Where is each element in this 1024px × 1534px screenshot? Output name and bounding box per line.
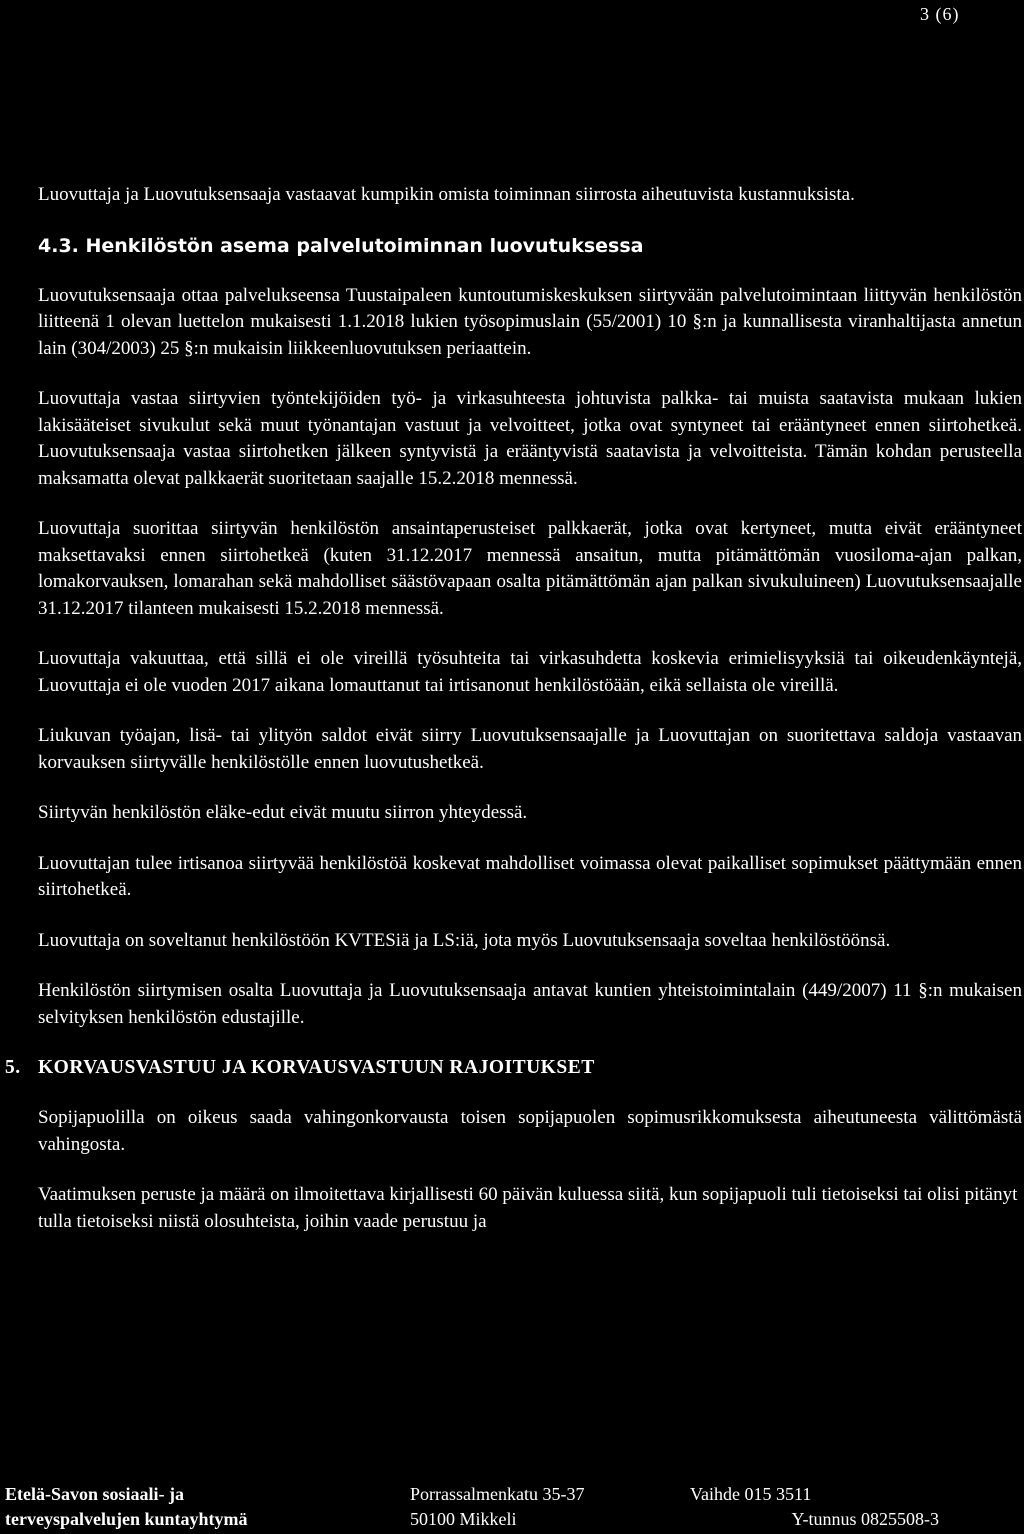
- section-4-3-paragraph: Siirtyvän henkilöstön eläke-edut eivät muutu siirron yhteydessä.: [38, 802, 528, 823]
- section-5-paragraph: Sopijapuolilla on oikeus saada vahingonkorvausta toisen sopijapuolen sopimusrikkomuksesta aiheutuneesta välittömästä vahingosta.: [38, 1107, 1022, 1155]
- footer-organization: [5, 1482, 248, 1532]
- section-4-3-paragraph: Luovuttajan tulee irtisanoa siirtyvää henkilöstöä koskevat mahdolliset voimassa olevat paikalliset sopimukset päättymään ennen siirtohetkeä.: [38, 852, 1022, 900]
- intro-paragraph: Luovuttaja ja Luovutuksensaaja vastaavat kumpikin omista toiminnan siirrosta aiheutuvista kustannuksista.: [38, 184, 855, 205]
- section-5-paragraph: Vaatimuksen peruste ja määrä on ilmoitettava kirjallisesti 60 päivän kuluessa siitä, kun sopijapuoli tuli tietoiseksi tai olisi pitänyt tulla tietoiseksi niistä olosuhteista, joihin vaade perustuu ja: [38, 1184, 1018, 1232]
- section-4-3-paragraph: Luovuttaja suorittaa siirtyvän henkilöstön ansaintaperusteiset palkkaerät, jotka ovat kertyneet, mutta eivät erääntyneet maksettavaksi ennen siirtohetkeä (kuten 31.12.2017 mennessä ansaitun, mutta pitämättömän vuosiloma-ajan palkan, lomakorvauksen, lomarahan sekä mahdolliset säästövapaan osalta pitämättömän ajan palkan sivukuluineen) Luovutuksensaajalle 31.12.2017 tilanteen mukaisesti 15.2.2018 mennessä.: [38, 518, 1022, 619]
- section-5-heading: [5, 1055, 1022, 1081]
- section-4-3-paragraph: Henkilöstön siirtymisen osalta Luovuttaja ja Luovutuksensaaja antavat kuntien yhteistoimintalain (449/2007) 11 §:n mukaisen selvityksen henkilöstön edustajille.: [38, 980, 1022, 1028]
- page-number: 3 (6): [920, 4, 960, 24]
- section-4-3-paragraph: Luovuttaja vakuuttaa, että sillä ei ole vireillä työsuhteita tai virkasuhdetta koskevia erimielisyyksiä tai oikeudenkäyntejä, Luovuttaja ei ole vuoden 2017 aikana lomauttanut tai irtisanonut henkilöstöään, eikä sellaista ole vireillä.: [38, 648, 1022, 696]
- section-4-3-paragraph: Luovuttaja vastaa siirtyvien työntekijöiden työ- ja virkasuhteesta johtuvista palkka- tai muista saatavista mukaan lukien lakisääteiset sivukulut sekä muut työnantajan vastuut ja velvoitteet, jotka ovat syntyneet tai erääntyneet ennen siirtohetkeä. Luovutuksensaaja vastaa siirtohetken jälkeen syntyvistä ja erääntyvistä saatavista ja velvoitteista. Tämän kohdan perusteella maksamatta olevat palkkaerät suoritetaan saajalle 15.2.2018 mennessä.: [38, 388, 1022, 489]
- section-4-3-paragraph: Luovutuksensaaja ottaa palvelukseensa Tuustaipaleen kuntoutumiskeskuksen siirtyvään palvelutoimintaan liittyvän henkilöstön liitteenä 1 olevan luettelon mukaisesti 1.1.2018 lukien työsopimuslain (55/2001) 10 §:n ja kunnallisesta viranhaltijasta annetun lain (304/2003) 25 §:n mukaisin liikkeenluovutuksen periaattein.: [38, 284, 1022, 359]
- footer-phone: Vaihde 015 3511: [690, 1484, 812, 1504]
- section-5-title: KORVAUSVASTUU JA KORVAUSVASTUUN RAJOITUKSET: [38, 1057, 595, 1078]
- footer-business-id: Y-tunnus 0825508-3: [791, 1509, 939, 1529]
- footer-org-line2: terveyspalvelujen kuntayhtymä: [5, 1509, 248, 1529]
- section-5-number: 5.: [5, 1057, 21, 1078]
- section-4-3-paragraph: Liukuvan työajan, lisä- tai ylityön saldot eivät siirry Luovutuksensaajalle ja Luovuttajan on suoritettava saldoja vastaavan korvauksen siirtyvälle henkilöstölle ennen luovutushetkeä.: [38, 725, 1022, 773]
- footer-org-line1: Etelä-Savon sosiaali- ja: [5, 1484, 185, 1504]
- document-body: [5, 182, 1022, 1259]
- footer-address-line1: Porrassalmenkatu 35-37: [410, 1484, 585, 1504]
- section-4-3-heading: 4.3. Henkilöstön asema palvelutoiminnan luovutuksessa: [38, 234, 644, 257]
- footer-address: [410, 1482, 584, 1532]
- footer-contact: [690, 1482, 939, 1532]
- section-4-3-paragraph: Luovuttaja on soveltanut henkilöstöön KVTESiä ja LS:iä, jota myös Luovutuksensaaja soveltaa henkilöstöönsä.: [38, 929, 891, 951]
- footer-address-line2: 50100 Mikkeli: [410, 1509, 517, 1529]
